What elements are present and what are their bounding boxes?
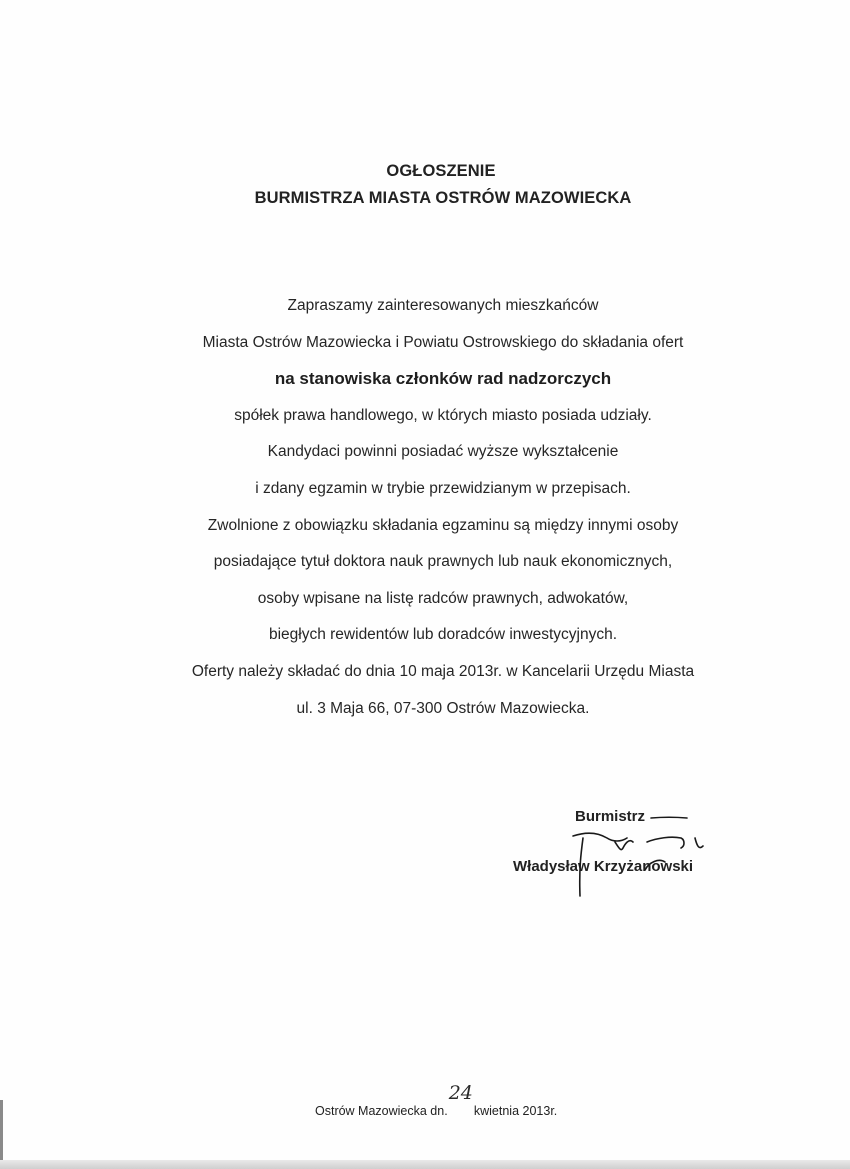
footer-place: Ostrów Mazowiecka dn.: [315, 1104, 448, 1118]
scan-edge-bottom: [0, 1160, 850, 1169]
body-line: ul. 3 Maja 66, 07-300 Ostrów Mazowiecka.: [296, 699, 590, 717]
signature-title: Burmistrz: [575, 808, 646, 825]
announcement-body: [0, 288, 850, 727]
body-line: Zwolnione z obowiązku składania egzaminu są między innymi osoby: [207, 516, 679, 534]
body-line: Zapraszamy zainteresowanych mieszkańców: [287, 297, 599, 314]
footer-day-handwritten: 24: [448, 1082, 473, 1104]
body-line-emphasis: na stanowiska członków rad nadzorczych: [274, 369, 612, 389]
footer-date-line: [315, 1082, 558, 1120]
body-line: posiadające tytuł doktora nauk prawnych lub nauk ekonomicznych,: [213, 553, 673, 571]
announcement-issuer: BURMISTRZA MIASTA OSTRÓW MAZOWIECKA: [254, 189, 632, 207]
signature-block: [505, 808, 745, 888]
footer-date: kwietnia 2013r.: [473, 1104, 558, 1118]
body-line: Kandydaci powinni posiadać wyższe wykształcenie: [267, 443, 619, 461]
body-line: biegłych rewidentów lub doradców inwestycyjnych.: [268, 626, 618, 644]
body-line: Oferty należy składać do dnia 10 maja 2013r. w Kancelarii Urzędu Miasta: [191, 662, 695, 680]
body-line: spółek prawa handlowego, w których miasto posiada udziały.: [234, 406, 652, 424]
scan-edge-left: [0, 1100, 3, 1169]
body-line: Miasta Ostrów Mazowiecka i Powiatu Ostrowskiego do składania ofert: [202, 333, 684, 351]
body-line: osoby wpisane na listę radców prawnych, adwokatów,: [257, 589, 629, 607]
handwritten-signature-icon: [535, 808, 735, 898]
signature-name: Władysław Krzyżanowski: [513, 858, 694, 875]
body-line: i zdany egzamin w trybie przewidzianym w przepisach.: [255, 479, 631, 497]
announcement-heading: OGŁOSZENIE: [386, 162, 496, 180]
